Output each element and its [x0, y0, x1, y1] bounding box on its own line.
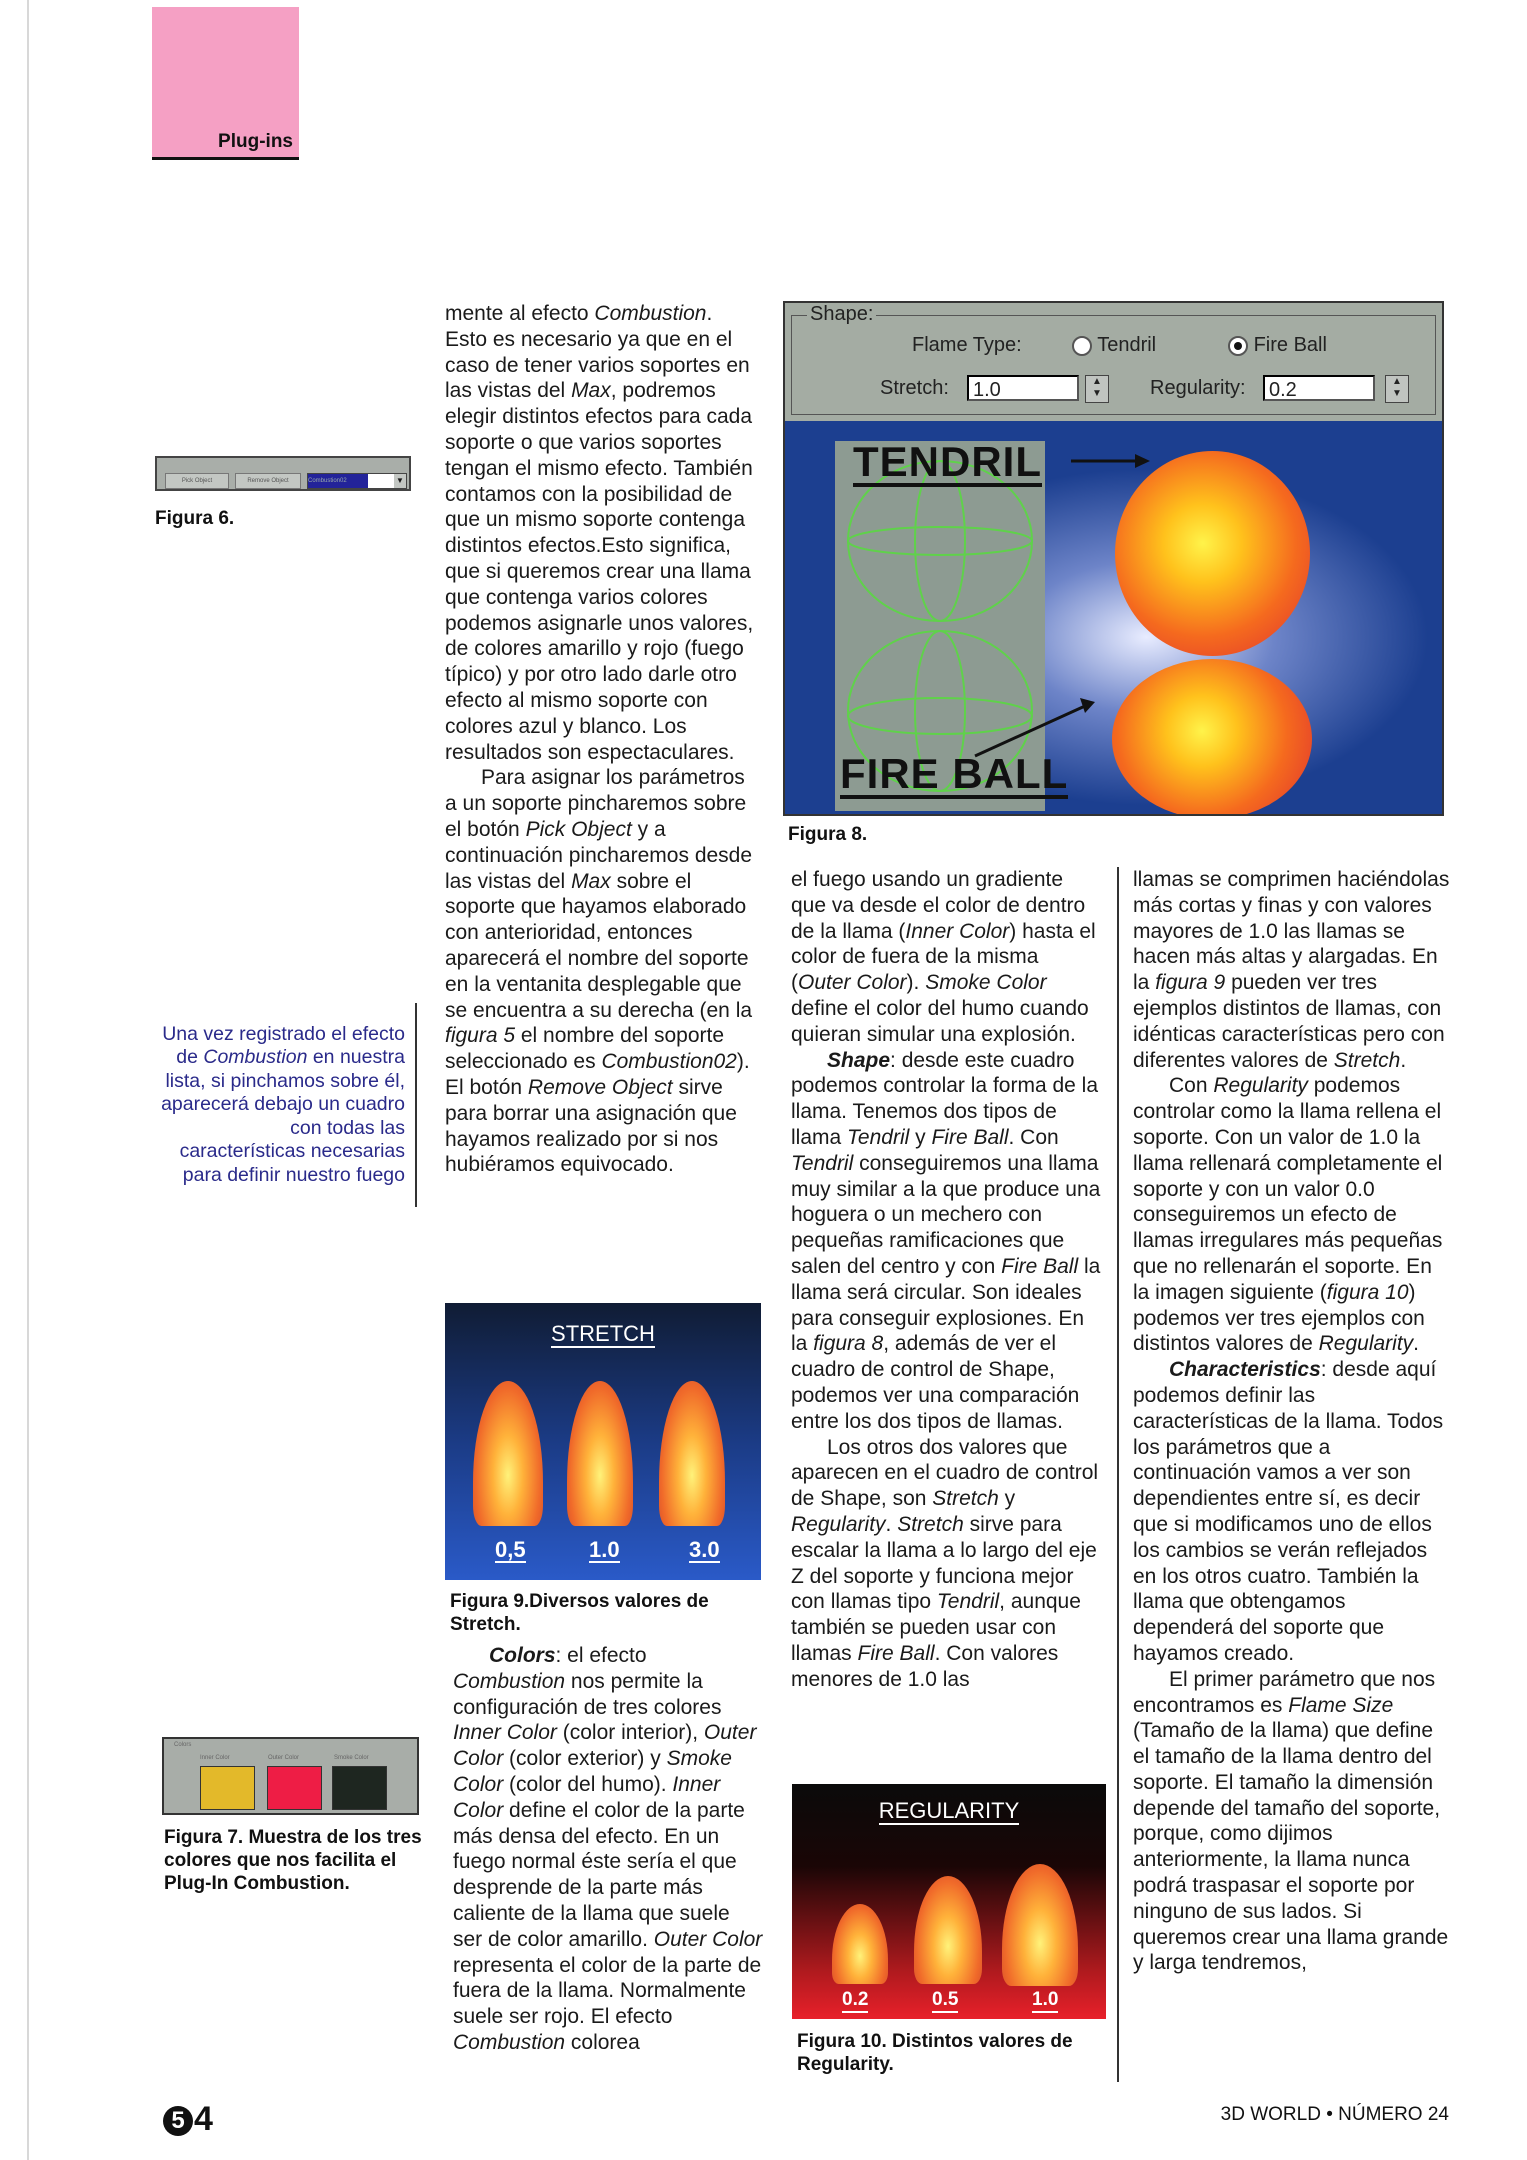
- remove-object-button: Remove Object: [235, 473, 301, 489]
- stretch-label: Stretch:: [880, 377, 949, 399]
- paragraph: [1133, 867, 1451, 1073]
- emphasis-text: Inner Color: [905, 919, 1010, 943]
- emphasis-text: Stretch: [1333, 1048, 1401, 1072]
- figura8-caption: Figura 8.: [788, 824, 868, 845]
- smoke-color-swatch: [332, 1766, 387, 1810]
- flame-regularity-0: [832, 1904, 888, 1984]
- body-text: Con: [1169, 1074, 1214, 1098]
- column-2-text: [791, 867, 1103, 1693]
- paragraph: [1133, 1073, 1451, 1357]
- body-text: . Con valores menores de 1.0 las: [791, 1641, 1059, 1691]
- emphasis-text: Fire Ball: [857, 1641, 935, 1665]
- body-text: pueden ver tres ejemplos distintos de llamas, con idénticas características pero con diferentes valores de: [1133, 971, 1445, 1072]
- section-tab-label: Plug-ins: [218, 131, 293, 152]
- colors-group-label: Colors: [174, 1742, 192, 1748]
- radio-fire-ball-label: Fire Ball: [1253, 334, 1327, 356]
- effect-dropdown: [307, 473, 407, 489]
- body-text: en nuestra lista, si pinchamos sobre él, aparecerá debajo un cuadro con todas las características necesarias para definir nuestro fuego: [161, 1046, 405, 1186]
- page-number: [163, 2100, 213, 2139]
- body-text: el fuego usando un gradiente que va desde el color de dentro de la llama (: [791, 868, 1086, 943]
- stretch-spinner-icon: ▲ ▼: [1085, 375, 1109, 403]
- emphasis-text: Fire Ball: [931, 1125, 1009, 1149]
- sidebar-quote-text: [160, 1023, 405, 1188]
- emphasis-text: Fire Ball: [1001, 1254, 1079, 1278]
- emphasis-text: Flame Size: [1288, 1693, 1394, 1717]
- column-divider: [1117, 867, 1119, 2082]
- tendril-fireball-render: [1115, 451, 1310, 656]
- paragraph: [445, 301, 757, 765]
- figura10-title-text: REGULARITY: [878, 1798, 1020, 1823]
- emphasis-text: Regularity: [1318, 1332, 1414, 1356]
- regularity-value-0: 0.2: [842, 1989, 868, 2013]
- body-text: .: [1413, 1332, 1419, 1356]
- body-text: , aunque también se pueden usar con llamas: [791, 1590, 1081, 1665]
- stretch-input: 1.0: [967, 375, 1079, 401]
- emphasis-text: figura 9: [1155, 971, 1226, 995]
- emphasis-text: Tendril: [936, 1590, 1000, 1614]
- figura10-image: [792, 1784, 1106, 2019]
- flame-comparison-render: [785, 421, 1442, 814]
- flame-stretch-0: [473, 1381, 543, 1526]
- emphasis-text: Regularity: [791, 1512, 886, 1536]
- smoke-color-label: Smoke Color: [334, 1755, 369, 1761]
- radio-selected-icon: [1228, 336, 1248, 356]
- body-text: define el color del humo cuando quieran simular una explosión.: [791, 996, 1089, 1046]
- figura9-image: [445, 1303, 761, 1580]
- column-3: [1133, 867, 1451, 1976]
- dropdown-value: Combustion02: [308, 474, 368, 488]
- regularity-input: 0.2: [1263, 375, 1375, 401]
- column-2: [791, 867, 1103, 1693]
- radio-fire-ball: [1228, 334, 1327, 357]
- paragraph: [791, 1435, 1103, 1693]
- body-text: la llama será circular. Son ideales para conseguir explosiones. En la: [791, 1254, 1101, 1356]
- paragraph: [160, 1023, 405, 1188]
- shape-group-title: Shape:: [807, 303, 876, 326]
- emphasis-text: Pick Object: [525, 817, 632, 841]
- flame-regularity-2: [1002, 1864, 1078, 1986]
- body-text: : desde aquí podemos definir las características de la llama. Todos los parámetros que a continuación vamos a ver son dependientes entre sí, es decir que si modificamos uno de ellos los cambios se verán reflejados en los otros cuatro. También la llama que obtengamos dependerá del soporte que hayamos creado.: [1133, 1358, 1444, 1665]
- figura6-caption: Figura 6.: [155, 508, 235, 529]
- emphasis-text: Shape: [827, 1048, 891, 1072]
- emphasis-text: Max: [571, 379, 611, 403]
- regularity-value-1: 0.5: [932, 1989, 958, 2013]
- figura8-image: [783, 301, 1444, 816]
- stretch-value-0: 0,5: [495, 1537, 526, 1562]
- radio-tendril: [1072, 334, 1156, 357]
- body-text: el nombre del soporte seleccionado es: [445, 1024, 725, 1074]
- body-text: .: [1400, 1048, 1407, 1072]
- figura9-caption: Figura 9.Diversos valores de Stretch.: [450, 1591, 709, 1635]
- flame-type-label: Flame Type:: [912, 334, 1022, 356]
- emphasis-text: Tendril: [847, 1125, 910, 1149]
- radio-tendril-label: Tendril: [1097, 334, 1157, 356]
- body-text: sobre el soporte que hayamos elaborado con anterioridad, entonces aparecerá el nombre del soporte en la ventanita desplegable que se encuentra a su derecha (en la: [445, 869, 753, 1022]
- chevron-down-icon: ▼: [394, 474, 406, 488]
- emphasis-text: Combustion02: [601, 1050, 737, 1074]
- emphasis-text: Outer Color: [798, 971, 907, 995]
- emphasis-text: Combustion: [453, 2030, 566, 2054]
- emphasis-text: Characteristics: [1169, 1358, 1321, 1382]
- body-text: (color interior),: [556, 1721, 704, 1745]
- emphasis-text: Max: [571, 869, 611, 893]
- emphasis-text: Regularity: [1213, 1074, 1308, 1098]
- magazine-footer: 3D WORLD • NÚMERO 24: [1220, 2104, 1449, 2125]
- emphasis-text: figura 10: [1326, 1280, 1409, 1304]
- body-text: (color del humo).: [503, 1772, 673, 1796]
- body-text: ). El botón: [445, 1050, 750, 1099]
- flame-stretch-2: [659, 1381, 725, 1526]
- body-text: Los otros dos valores que aparecen en el cuadro de control de Shape, son: [791, 1435, 1099, 1511]
- body-text: nos permite la configuración de tres colores: [453, 1669, 722, 1719]
- column-1-bottom: [453, 1643, 763, 2056]
- emphasis-text: Combustion: [453, 1669, 566, 1693]
- inner-color-label: Inner Color: [200, 1755, 230, 1761]
- figura7-caption: Figura 7. Muestra de los tres colores que nos facilita el Plug-In Combustion.: [164, 1827, 422, 1894]
- emphasis-text: figura 5: [445, 1024, 516, 1048]
- body-text: (Tamaño de la llama) que define el tamaño de la llama dentro del soporte. El tamaño la dimensión depende del tamaño del soporte, porque, como dijimos anteriormente, la llama nunca podrá traspasar el soporte por ninguno de sus lados. Si queremos crear una llama grande y larga tendremos,: [1133, 1719, 1449, 1975]
- regularity-value-2: 1.0: [1032, 1989, 1058, 2013]
- figura10-caption: Figura 10. Distintos valores de Regularity.: [797, 2031, 1073, 2075]
- regularity-label: Regularity:: [1150, 377, 1246, 399]
- body-text: conseguiremos una llama muy similar a la que produce una hoguera o un mechero con pequeñas ramificaciones que salen del centro y con: [791, 1151, 1101, 1278]
- radio-icon: [1072, 336, 1092, 356]
- emphasis-text: Smoke Color: [925, 971, 1047, 995]
- column-3-text: [1133, 867, 1451, 1976]
- stretch-value-1: 1.0: [589, 1537, 620, 1562]
- flame-regularity-1: [914, 1876, 982, 1984]
- body-text: . Con: [1008, 1125, 1059, 1149]
- body-text: : el efecto: [555, 1644, 647, 1667]
- body-text: llamas se comprimen haciéndolas más cortas y finas y con valores mayores de 1.0 las llamas se hacen más altas y alargadas. En la: [1133, 868, 1450, 995]
- body-text: , además de ver el cuadro de control de Shape, podemos ver una comparación entre los dos tipos de llamas.: [791, 1332, 1080, 1433]
- figura9-title-text: STRETCH: [551, 1321, 655, 1346]
- paragraph: [453, 1643, 763, 2056]
- column-1-top: [445, 301, 757, 1178]
- body-text: y a continuación pincharemos desde las vistas del: [445, 817, 753, 893]
- paragraph: [791, 1048, 1103, 1435]
- inner-color-swatch: [200, 1766, 255, 1810]
- pick-object-button: Pick Object: [165, 473, 229, 489]
- tendril-label: TENDRIL: [853, 438, 1042, 485]
- emphasis-text: Colors: [489, 1644, 556, 1667]
- body-text: , podremos elegir distintos efectos para cada soporte o que varios soportes tengan el mismo efecto. También contamos con la posibilidad de que un mismo soporte contenga distintos efectos.Esto significa, que si queremos crear una llama que contenga varios colores podemos asignarle unos valores, de colores amarillo y rojo (fuego típico) y por otro lado darle otro efecto al mismo soporte con colores azul y blanco. Los resultados son espectaculares.: [445, 379, 754, 764]
- emphasis-text: Combustion: [594, 302, 707, 325]
- regularity-spinner-icon: ▲ ▼: [1385, 375, 1409, 403]
- flame-stretch-1: [567, 1381, 633, 1526]
- column-1-bottom-text: [453, 1643, 763, 2056]
- body-text: Una vez registrado el efecto de: [162, 1022, 405, 1068]
- outer-color-swatch: [267, 1766, 322, 1810]
- paragraph: [445, 765, 757, 1178]
- emphasis-text: Stretch: [897, 1512, 964, 1536]
- figura10-title: [792, 1798, 1106, 1824]
- emphasis-text: Inner Color: [453, 1721, 557, 1745]
- paragraph: [1133, 1667, 1451, 1977]
- page-margin-line: [27, 0, 29, 2160]
- body-text: . Esto es necesario ya que en el caso de tener varios soportes en las vistas del: [445, 302, 750, 403]
- fireball-render: [1112, 659, 1312, 816]
- body-text: El primer parámetro que nos encontramos es: [1133, 1667, 1436, 1717]
- body-text: representa el color de la parte de fuera de la llama. Normalmente suele ser rojo. El efecto: [453, 1953, 762, 2029]
- body-text: ) hasta el color de fuera de la misma (: [791, 919, 1096, 995]
- body-text: y: [998, 1487, 1016, 1511]
- emphasis-text: Tendril: [791, 1151, 854, 1175]
- figura7-image: [162, 1737, 419, 1815]
- sidebar-quote: [160, 1003, 417, 1207]
- figura6-image: [155, 456, 411, 491]
- body-text: define el color de la parte más densa del efecto. En un fuego normal éste sería el que desprende de la parte más caliente de la llama que suele ser de color amarillo.: [453, 1798, 745, 1951]
- emphasis-text: Inner Color: [453, 1772, 721, 1822]
- paragraph: [791, 867, 1103, 1048]
- figura9-title: [445, 1321, 761, 1347]
- column-1-top-text: [445, 301, 757, 1178]
- paragraph: [1133, 1357, 1451, 1667]
- section-tab: [152, 7, 299, 160]
- emphasis-text: figura 8: [813, 1332, 884, 1356]
- body-text: .: [885, 1512, 898, 1536]
- page-number-digit: 4: [194, 2100, 213, 2138]
- emphasis-text: Combustion: [203, 1046, 308, 1068]
- body-text: y: [909, 1125, 932, 1149]
- body-text: ) podemos ver tres ejemplos con distintos valores de: [1133, 1280, 1425, 1356]
- emphasis-text: Stretch: [932, 1487, 999, 1511]
- body-text: colorea: [565, 2030, 640, 2054]
- body-text: sirve para borrar una asignación que hayamos realizado por si nos hubiéramos equivocado.: [445, 1075, 737, 1177]
- body-text: (color exterior) y: [503, 1747, 667, 1771]
- emphasis-text: Outer Color: [453, 1721, 757, 1771]
- body-text: podemos controlar como la llama rellena el soporte. Con un valor de 1.0 la llama rellenará completamente el soporte y con un valor 0.0 conseguiremos un efecto de llamas irregulares más pequeñas que no rellenarán el soporte. En la imagen siguiente (: [1133, 1074, 1443, 1304]
- body-text: mente al efecto: [445, 302, 595, 325]
- shape-panel: [785, 303, 1442, 423]
- body-text: : desde este cuadro podemos controlar la forma de la llama. Tenemos dos tipos de llama: [791, 1048, 1098, 1149]
- body-text: sirve para escalar la llama a lo largo del eje Z del soporte y funciona mejor con llamas tipo: [791, 1512, 1097, 1614]
- stretch-value-2: 3.0: [689, 1537, 720, 1562]
- emphasis-text: Remove Object: [527, 1075, 673, 1099]
- emphasis-text: Smoke Color: [453, 1747, 732, 1796]
- fire-ball-label: FIRE BALL: [840, 750, 1069, 797]
- emphasis-text: Outer Color: [653, 1927, 763, 1951]
- outer-color-label: Outer Color: [268, 1755, 300, 1761]
- body-text: ).: [906, 971, 926, 995]
- page-number-circled: 5: [163, 2106, 193, 2136]
- body-text: Para asignar los parámetros a un soporte pincharemos sobre el botón: [445, 766, 747, 841]
